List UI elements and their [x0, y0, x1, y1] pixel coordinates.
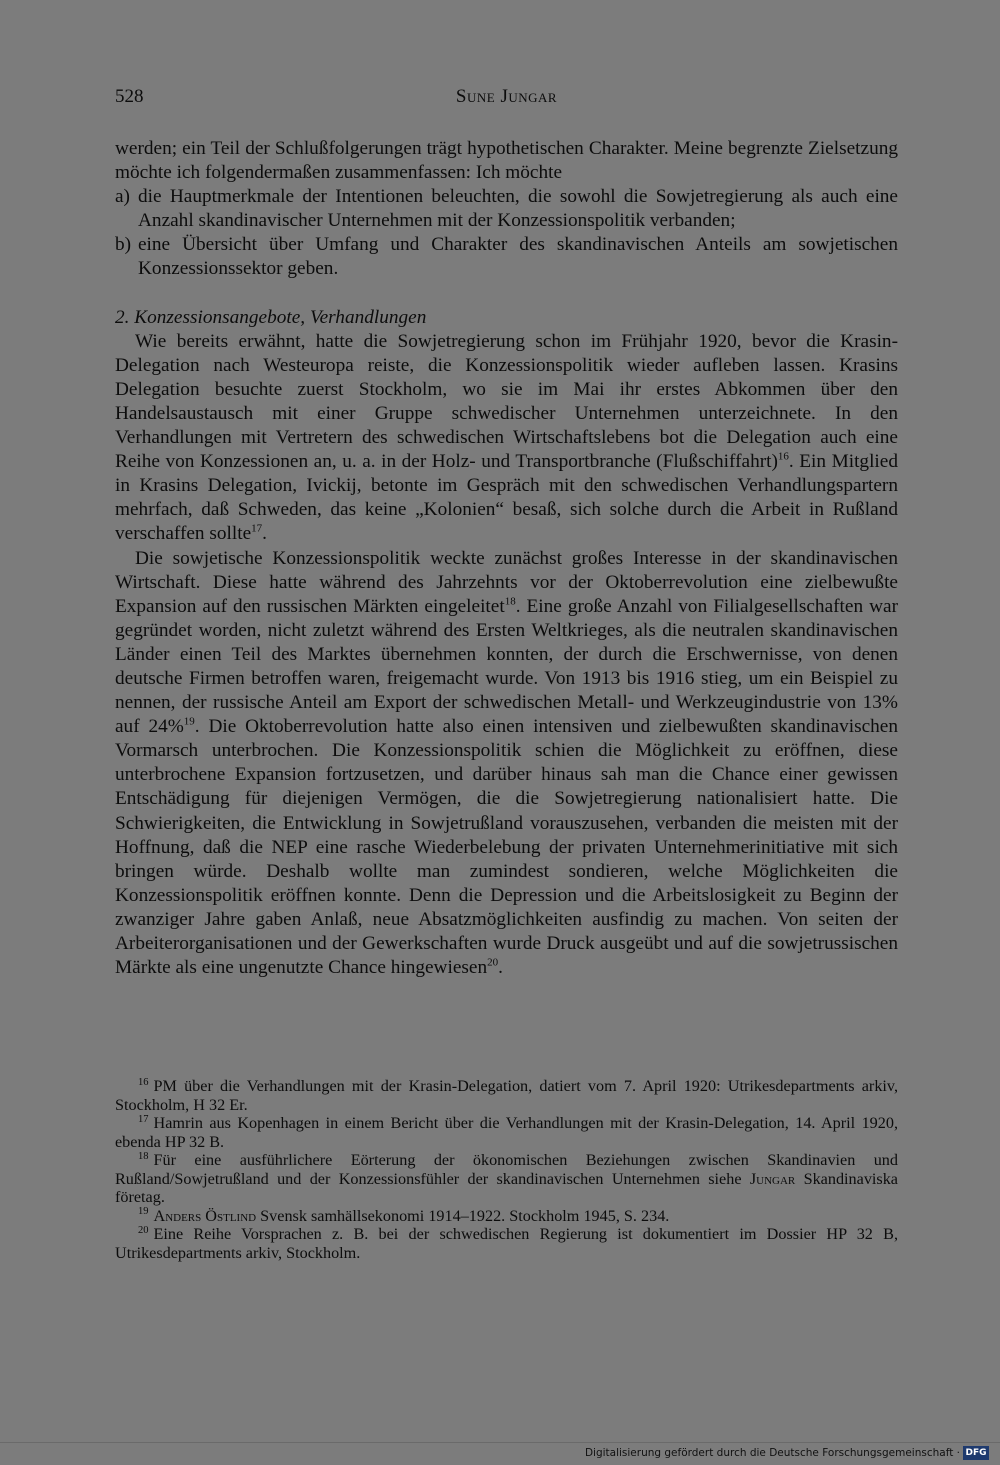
footnote-ref: 18 — [504, 595, 516, 608]
digitization-bar — [0, 1442, 1000, 1465]
funding-credit: Digitalisierung gefördert durch die Deutsche Forschungsgemeinschaft · — [584, 1447, 960, 1459]
footnote-text: Für eine ausführlichere Eörterung der ökonomischen Beziehungen zwischen Skandinavien und Rußland/Sowjetrußland und der Konzessionsfühler der skandinavischen Unternehmen siehe — [115, 1151, 898, 1188]
footnote-text: Hamrin aus Kopenhagen in einem Bericht über die Verhandlungen mit der Krasin-Delegation, 14. April 1920, ebenda HP 32 B. — [115, 1114, 898, 1151]
footnote-number: 17 — [138, 1113, 149, 1125]
aims-list — [115, 185, 898, 281]
footnote-author: Anders Östlind — [153, 1206, 257, 1225]
footnote-ref: 17 — [251, 522, 263, 535]
paragraph-text: . — [498, 957, 503, 979]
paragraph-text: . Eine große Anzahl von Filialgesellschaften war gegründet worden, nicht zuletzt während des Ersten Weltkrieges, als die neutralen skandinavischen Länder einen Teil des Marktes übernehmen konnten, der durch die Erschwernisse, von denen deutsche Firmen betroffen waren, freigemacht wurde. Von 1913 bis 1916 stieg, um ein Beispiel zu nennen, der russische Anteil am Export der schwedischen Metall- und Werkzeugindustrie von 13% auf 24% — [115, 595, 898, 738]
page-header — [115, 86, 898, 112]
footnote-number: 18 — [138, 1150, 149, 1162]
footnote-text: PM über die Verhandlungen mit der Krasin-Delegation, datiert vom 7. April 1920: Utrikesdepartments arkiv, Stockholm, H 32 Er. — [115, 1077, 898, 1114]
footnote-ref: 19 — [183, 715, 195, 728]
list-marker: b) — [115, 234, 132, 256]
intro-paragraph: werden; ein Teil der Schlußfolgerungen trägt hypothetischen Charakter. Meine begrenzte Zielsetzung möchte ich folgendermaßen zusammenfassen: Ich möchte — [115, 138, 898, 184]
footnote-number: 19 — [138, 1206, 149, 1218]
footnote-number: 16 — [138, 1076, 149, 1088]
footnote-text: Eine Reihe Vorsprachen z. B. bei der schwedischen Regierung ist dokumentiert im Dossier HP 32 B, Utrikesdepartments arkiv, Stockholm. — [115, 1225, 898, 1262]
footnote-text: Svensk samhällsekonomi 1914–1922. Stockholm 1945, S. 234. — [256, 1206, 670, 1225]
footnote-ref: 16 — [777, 450, 789, 463]
paragraph-1 — [115, 330, 898, 547]
footnote-17 — [115, 1114, 898, 1151]
list-item — [115, 233, 898, 281]
list-item — [115, 185, 898, 233]
running-head: Sune Jungar — [455, 86, 558, 107]
footnote-number: 20 — [138, 1224, 149, 1236]
paragraph-text: . — [262, 523, 267, 545]
footnote-16 — [115, 1077, 898, 1114]
footnote-18 — [115, 1151, 898, 1207]
list-marker: a) — [115, 186, 130, 208]
page-number: 528 — [115, 86, 144, 107]
footnote-text: Skandinaviska företag. — [115, 1169, 898, 1206]
paragraph-text: . Die Oktoberrevolution hatte also einen intensiven und zielbewußten skandinavischen Vormarsch unterbrochen. Die Konzessionspolitik schien die Möglichkeit zu eröffnen, diese unterbrochene Expansion fortzusetzen, und darüber hinaus sah man die Chance einer gewissen Entschädigung für diejenigen Vermögen, die die Sowjetregierung nationalisiert hatte. Die Schwierigkeiten, die Entwicklung in Sowjetrußland vorauszusehen, verbanden die meisten mit der Hoffnung, daß die NEP eine rasche Wiederbelebung der privaten Unternehmerinitiative mit sich bringen würde. Deshalb wollte man zumindest sondieren, welche Möglichkeiten die Konzessionspolitik eröffnen konnte. Denn die Depression und die Arbeitslosigkeit zu Beginn der zwanziger Jahre gaben Anlaß, neue Absatzmöglichkeiten ausfindig zu machen. Von seiten der Arbeiterorganisationen und der Gewerkschaften wurde Druck ausgeübt und auf die sowjetrussischen Märkte als eine ungenutzte Chance hingewiesen — [115, 716, 898, 979]
footnote-19 — [115, 1207, 898, 1226]
footnote-author: Jungar — [749, 1169, 796, 1188]
paragraph-2 — [115, 547, 898, 981]
section-heading: 2. Konzessionsangebote, Verhandlungen — [115, 306, 427, 328]
list-item-text: die Hauptmerkmale der Intentionen beleuchten, die sowohl die Sowjetregierung als auch eine Anzahl skandinavischer Unternehmen mit der Konzessionspolitik verbanden; — [138, 186, 898, 232]
footnotes — [115, 1077, 898, 1262]
list-item-text: eine Übersicht über Umfang und Charakter des skandinavischen Anteils am sowjetischen Konzessionssektor geben. — [138, 234, 898, 280]
paragraph-text: Die sowjetische Konzessionspolitik weckte zunächst großes Interesse in der skandinavischen Wirtschaft. Diese hatte während des Jahrzehnts vor der Oktoberrevolution eine zielbewußte Expansion auf den russischen Märkten eingeleitet — [115, 547, 898, 617]
main-text — [115, 137, 898, 980]
paragraph-text: Wie bereits erwähnt, hatte die Sowjetregierung schon im Frühjahr 1920, bevor die Krasin-Delegation nach Westeuropa reiste, die Konzessionspolitik wieder aufleben lassen. Krasins Delegation besuchte zuerst Stockholm, wo sie im Mai ihr erstes Abkommen über den Handelsaustausch mit einer Gruppe schwedischer Unternehmen unterzeichnete. In den Verhandlungen mit Vertretern des schwedischen Wirtschaftslebens bot die Delegation auch eine Reihe von Konzessionen an, u. a. in der Holz- und Transportbranche (Flußschiffahrt) — [115, 330, 898, 473]
footnote-20 — [115, 1225, 898, 1262]
dfg-logo: DFG — [963, 1446, 989, 1460]
paragraph-text: . Ein Mitglied in Krasins Delegation, Ivickij, betonte im Gespräch mit den schwedischen Verhandlungspartern mehrfach, daß Schweden, das keine „Kolonien“ besaß, sich solche durch die Arbeit in Rußland verschaffen sollte — [115, 451, 898, 545]
footnote-ref: 20 — [487, 956, 499, 969]
